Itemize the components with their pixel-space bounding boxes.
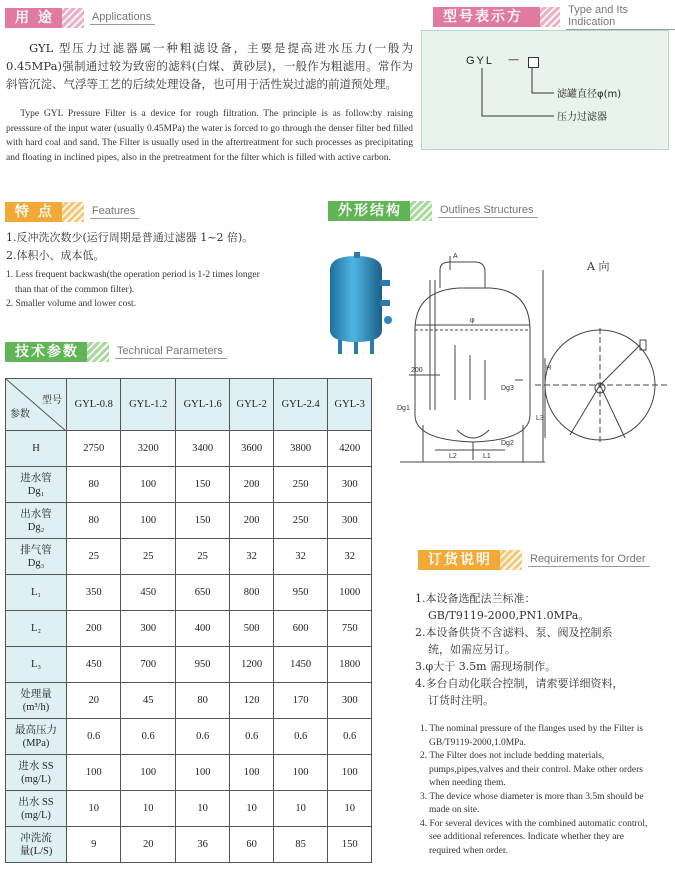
order-en-line: see additional references. Indicate whether they are	[429, 832, 624, 842]
table-cell: 200	[230, 467, 274, 503]
row-label	[6, 755, 67, 791]
table-cell: 10	[175, 791, 229, 827]
table-cell: 700	[121, 647, 175, 683]
table-cell: 170	[273, 683, 327, 719]
table-cell: 60	[230, 827, 274, 863]
table-cell: 32	[328, 539, 372, 575]
table-cell: 0.6	[273, 719, 327, 755]
type-indication-box	[421, 30, 669, 150]
table-row	[6, 827, 372, 863]
row-label-line: Dg₁	[27, 485, 45, 497]
row-label-line: 冲洗流	[20, 832, 52, 844]
table-cell: 250	[273, 467, 327, 503]
table-row	[6, 503, 372, 539]
row-label	[6, 611, 67, 647]
feature-en-2: 2. Smaller volume and lower cost.	[6, 299, 137, 309]
features-zh	[6, 229, 296, 265]
model-code: GYL	[466, 55, 495, 67]
row-label	[6, 431, 67, 467]
filter-photo	[318, 252, 398, 356]
table-cell: 25	[121, 539, 175, 575]
order-en-line: 4. For several devices with the combined automatic control,	[420, 818, 648, 829]
table-cell: 0.6	[230, 719, 274, 755]
table-cell: 450	[67, 647, 121, 683]
table-cell: 3200	[121, 431, 175, 467]
table-row	[6, 539, 372, 575]
order-zh	[415, 590, 670, 709]
label-diameter: 滤罐直径φ(m)	[557, 89, 622, 100]
row-label-line: 进水 SS	[18, 760, 54, 772]
row-label-line: 进水管	[20, 472, 52, 484]
table-cell: 32	[230, 539, 274, 575]
table-cell: 100	[121, 503, 175, 539]
features-title-en: Features	[90, 205, 139, 219]
model-header-5: GYL-3	[328, 379, 372, 431]
table-cell: 10	[121, 791, 175, 827]
header-stripes	[410, 201, 432, 221]
table-cell: 3400	[175, 431, 229, 467]
order-en-line: pumps,pipes,valves and their control. Make other orders	[429, 764, 643, 775]
row-label-line: (MPa)	[22, 737, 50, 749]
outlines-header	[328, 201, 538, 221]
table-cell: 3600	[230, 431, 274, 467]
order-zh-line: 3.φ大于 3.5m 需现场制作。	[415, 660, 557, 673]
table-cell: 300	[121, 611, 175, 647]
features-header	[5, 202, 139, 222]
row-label	[6, 575, 67, 611]
table-cell: 1800	[328, 647, 372, 683]
order-en-line: made on site.	[429, 805, 480, 815]
order-en-line: 2. The Filter does not include bedding materials,	[420, 751, 605, 761]
table-cell: 1450	[273, 647, 327, 683]
table-cell: 45	[121, 683, 175, 719]
table-cell: 950	[273, 575, 327, 611]
order-en-line: when needing them.	[429, 778, 506, 788]
table-cell: 0.6	[67, 719, 121, 755]
label-a: A	[453, 253, 458, 260]
tech-table	[5, 378, 372, 863]
applications-title-zh: 用 途	[15, 10, 54, 26]
table-row	[6, 791, 372, 827]
table-cell: 10	[67, 791, 121, 827]
table-cell: 300	[328, 467, 372, 503]
table-cell: 10	[230, 791, 274, 827]
table-cell: 80	[67, 503, 121, 539]
order-zh-line: 统，如需应另订。	[428, 643, 516, 656]
row-label	[6, 503, 67, 539]
label-phi: φ	[470, 317, 475, 324]
table-cell: 36	[175, 827, 229, 863]
order-zh-line: 订货时注明。	[428, 694, 494, 707]
header-stripes	[540, 7, 560, 27]
outline-drawing	[395, 250, 670, 475]
label-l3: L3	[536, 415, 544, 422]
label-200: 200	[411, 367, 423, 374]
label-dg1: Dg1	[397, 405, 410, 412]
tech-title-en: Technical Parameters	[115, 345, 227, 359]
table-cell: 250	[273, 503, 327, 539]
table-cell: 300	[328, 683, 372, 719]
row-label-line: (mg/L)	[21, 809, 51, 821]
order-en-line: GB/T9119-2000,1.0MPa.	[429, 737, 527, 748]
table-row	[6, 611, 372, 647]
row-label-line: H	[32, 443, 40, 454]
table-cell: 1000	[328, 575, 372, 611]
outlines-title-en: Outlines Structures	[438, 204, 538, 218]
order-title-en: Requirements for Order	[528, 553, 650, 567]
table-cell: 100	[121, 467, 175, 503]
table-row	[6, 647, 372, 683]
table-cell: 25	[67, 539, 121, 575]
row-label-line: (m³/h)	[22, 701, 50, 713]
table-cell: 100	[230, 755, 274, 791]
table-cell: 450	[121, 575, 175, 611]
table-cell: 950	[175, 647, 229, 683]
row-label-line: Dg₃	[27, 557, 45, 569]
table-cell: 32	[273, 539, 327, 575]
table-cell: 10	[273, 791, 327, 827]
label-dg3: Dg3	[501, 385, 514, 392]
table-cell: 4200	[328, 431, 372, 467]
feature-zh-1: 1.反冲洗次数少(运行周期是普通过滤器 1~2 倍)。	[6, 231, 254, 244]
row-label-line: 量(L/S)	[19, 845, 53, 857]
type-leader-lines	[422, 31, 668, 149]
table-corner	[6, 379, 67, 431]
order-en	[420, 723, 672, 858]
table-cell: 85	[273, 827, 327, 863]
table-cell: 100	[67, 755, 121, 791]
tech-header	[5, 342, 227, 362]
model-header-4: GYL-2.4	[273, 379, 327, 431]
table-cell: 100	[273, 755, 327, 791]
header-stripes	[87, 342, 109, 362]
applications-header	[5, 8, 155, 28]
table-cell: 500	[230, 611, 274, 647]
row-label-line: Dg₂	[27, 521, 45, 533]
row-label-line: L₁	[30, 587, 42, 598]
type-indication-header	[433, 4, 675, 28]
table-cell: 10	[328, 791, 372, 827]
order-zh-line: 4.多台自动化联合控制，请索要详细资料，	[415, 677, 624, 690]
feature-en-1b: than that of the common filter).	[15, 284, 135, 295]
table-cell: 100	[175, 755, 229, 791]
table-cell: 300	[328, 503, 372, 539]
table-row	[6, 431, 372, 467]
applications-text-zh: GYL 型压力过滤器属一种粗滤设备，主要是提高进水压力(一般为0.45MPa)强制通过较为致密的滤料(白煤、黄砂层)，一般作为粗滤用。常作为斜管沉淀、气浮等工艺的后续处理设备，也可用于活性炭过滤的前道预处理。	[6, 41, 413, 91]
label-dg2: Dg2	[501, 440, 514, 447]
model-header-0: GYL-0.8	[67, 379, 121, 431]
order-en-line: required when order.	[429, 845, 508, 856]
table-cell: 0.6	[175, 719, 229, 755]
row-label	[6, 539, 67, 575]
table-row	[6, 683, 372, 719]
table-row	[6, 719, 372, 755]
applications-text-en: Type GYL Pressure Filter is a device for rough filtration. The principle is as follow:by raising presssure of the input water (usually 0.45MPa) the water is forced to go through the denser filter bed filled with hard coal and sand. The Filter is usually used in the aftertreatment for such processes as precipitating and floating in inclined pipes, also in the pretreatment for the filter which is filled with active carbon.	[6, 109, 413, 163]
header-stripes	[500, 550, 522, 570]
order-title-zh: 订货说明	[428, 552, 492, 568]
order-zh-line: GB/T9119-2000,PN1.0MPa。	[428, 609, 590, 622]
table-cell: 350	[67, 575, 121, 611]
order-zh-line: 1.本设备选配法兰标准：	[415, 592, 536, 605]
model-header-2: GYL-1.6	[175, 379, 229, 431]
order-zh-line: 2.本设备供货不含滤料、泵、阀及控制系	[415, 626, 613, 639]
row-label	[6, 719, 67, 755]
feature-en-1: 1. Less frequent backwash(the operation period is 1-2 times longer	[6, 270, 260, 280]
row-label-line: (mg/L)	[21, 773, 51, 785]
row-label	[6, 647, 67, 683]
table-cell: 100	[328, 755, 372, 791]
order-header	[418, 550, 650, 570]
table-cell: 0.6	[328, 719, 372, 755]
applications-title-en: Applications	[90, 11, 155, 25]
table-cell: 80	[175, 683, 229, 719]
row-label	[6, 791, 67, 827]
order-en-line: 1. The nominal pressure of the flanges used by the Filter is	[420, 724, 644, 734]
table-cell: 800	[230, 575, 274, 611]
corner-model: 型号	[42, 395, 62, 406]
row-label	[6, 467, 67, 503]
table-cell: 150	[175, 467, 229, 503]
table-row	[6, 575, 372, 611]
type-indication-title-zh: 型号表示方	[443, 9, 523, 25]
row-label-line: 出水 SS	[18, 796, 54, 808]
table-cell: 3800	[273, 431, 327, 467]
table-cell: 200	[230, 503, 274, 539]
label-a-view: A 向	[587, 260, 610, 273]
table-cell: 0.6	[121, 719, 175, 755]
tech-title-zh: 技术参数	[15, 344, 79, 360]
table-cell: 200	[67, 611, 121, 647]
row-label-line: 出水管	[20, 508, 52, 520]
table-cell: 9	[67, 827, 121, 863]
row-label	[6, 827, 67, 863]
row-label-line: L₂	[30, 623, 42, 634]
header-stripes	[62, 202, 84, 222]
table-cell: 650	[175, 575, 229, 611]
model-header-1: GYL-1.2	[121, 379, 175, 431]
table-cell: 600	[273, 611, 327, 647]
row-label-line: 排气管	[20, 544, 52, 556]
label-l2: L2	[449, 453, 457, 460]
model-header-3: GYL-2	[230, 379, 274, 431]
row-label-line: 处理量	[20, 688, 52, 700]
row-label-line: L₃	[30, 659, 42, 670]
corner-param: 参数	[10, 409, 30, 420]
model-dash: —	[508, 53, 519, 66]
row-label	[6, 683, 67, 719]
order-en-line: 3. The device whose diameter is more than 3.5m should be	[420, 791, 644, 802]
table-cell: 20	[121, 827, 175, 863]
table-cell: 1200	[230, 647, 274, 683]
table-row	[6, 755, 372, 791]
table-cell: 150	[175, 503, 229, 539]
table-cell: 750	[328, 611, 372, 647]
label-pressure-filter: 压力过滤器	[557, 112, 607, 123]
table-cell: 100	[121, 755, 175, 791]
feature-zh-2: 2.体积小、成本低。	[6, 249, 105, 262]
type-indication-title-en: Type and Its Indication	[566, 4, 675, 30]
features-en	[6, 268, 306, 312]
header-stripes	[62, 8, 84, 28]
table-cell: 20	[67, 683, 121, 719]
table-cell: 150	[328, 827, 372, 863]
table-cell: 120	[230, 683, 274, 719]
outlines-title-zh: 外形结构	[338, 203, 402, 219]
label-h: H	[546, 365, 552, 372]
table-row	[6, 467, 372, 503]
table-cell: 2750	[67, 431, 121, 467]
table-cell: 80	[67, 467, 121, 503]
row-label-line: 最高压力	[15, 724, 57, 736]
features-title-zh: 特 点	[15, 204, 54, 220]
table-cell: 25	[175, 539, 229, 575]
table-cell: 400	[175, 611, 229, 647]
label-l1: L1	[483, 453, 491, 460]
